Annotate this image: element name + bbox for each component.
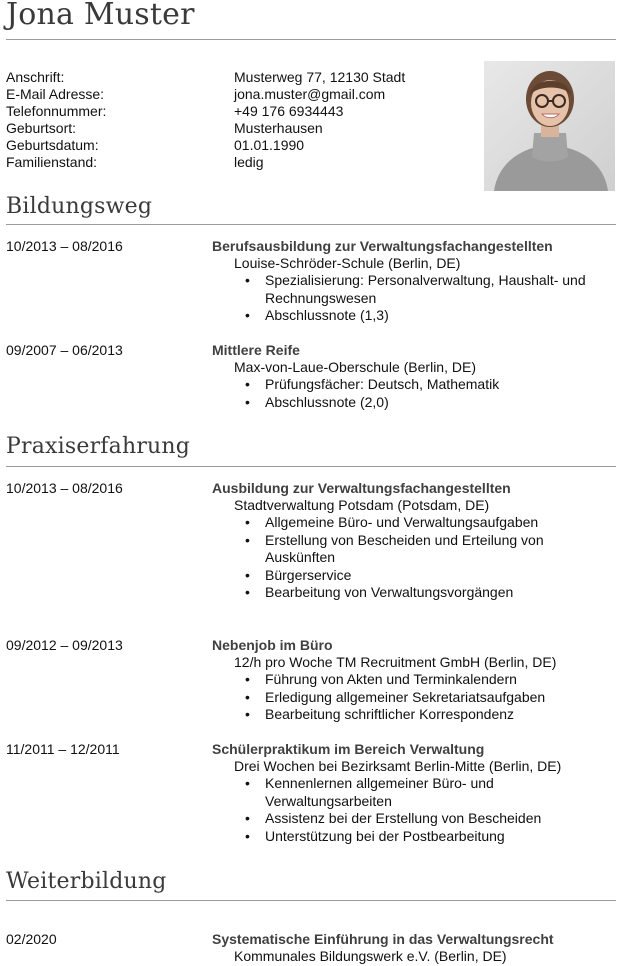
bullet-item: • Spezialisierung: Personalverwaltung, Haushalt- und Rechnungswesen	[265, 272, 615, 307]
entry-bullet-list	[265, 514, 615, 602]
section-divider	[6, 900, 616, 901]
entry-title: Nebenjob im Büro	[212, 637, 333, 653]
section-heading-training: Weiterbildung	[6, 869, 167, 894]
entry-date: 10/2013 – 08/2016	[6, 238, 123, 254]
entry-date: 09/2012 – 09/2013	[6, 637, 123, 653]
bullet-item: • Prüfungsfächer: Deutsch, Mathematik	[265, 376, 615, 394]
entry-date: 02/2020	[6, 931, 57, 947]
info-label: Familienstand:	[6, 154, 98, 170]
info-value: jona.muster@gmail.com	[234, 86, 386, 102]
info-label: E-Mail Adresse:	[6, 86, 105, 102]
entry-title: Berufsausbildung zur Verwaltungsfachangestellten	[212, 238, 553, 254]
entry-date: 10/2013 – 08/2016	[6, 480, 123, 496]
bullet-item: • Führung von Akten und Terminkalendern	[265, 671, 615, 689]
bullet-item: • Abschlussnote (2,0)	[265, 394, 615, 412]
section-divider	[6, 224, 616, 225]
entry-title: Mittlere Reife	[212, 342, 300, 358]
entry-bullet-list	[265, 671, 615, 724]
entry-date: 11/2011 – 12/2011	[6, 741, 120, 757]
profile-photo	[484, 61, 615, 191]
info-label: Telefonnummer:	[6, 103, 107, 119]
info-value: ledig	[234, 154, 264, 170]
section-divider	[6, 466, 616, 467]
info-value: Musterweg 77, 12130 Stadt	[234, 69, 406, 85]
section-heading-experience: Praxiserfahrung	[6, 434, 191, 459]
bullet-item: • Unterstützung bei der Postbearbeitung	[265, 828, 615, 846]
entry-date: 09/2007 – 06/2013	[6, 342, 123, 358]
bullet-item: • Kennenlernen allgemeiner Büro- und Verwaltungsarbeiten	[265, 775, 615, 810]
bullet-item: • Bürgerservice	[265, 567, 615, 585]
info-value: Musterhausen	[234, 120, 323, 136]
entry-place: 12/h pro Woche TM Recruitment GmbH (Berlin, DE)	[234, 654, 557, 670]
info-value: +49 176 6934443	[234, 103, 344, 119]
info-label: Anschrift:	[6, 69, 65, 85]
header-divider	[6, 39, 616, 40]
bullet-item: • Bearbeitung schriftlicher Korrespondenz	[265, 706, 615, 724]
info-label: Geburtsdatum:	[6, 137, 99, 153]
entry-bullet-list	[265, 376, 615, 411]
entry-place: Max-von-Laue-Oberschule (Berlin, DE)	[234, 359, 476, 375]
entry-title: Schülerpraktikum im Bereich Verwaltung	[212, 741, 485, 757]
entry-bullet-list	[265, 775, 615, 845]
cv-name: Jona Muster	[6, 0, 195, 32]
bullet-item: • Erstellung von Bescheiden und Erteilung von Auskünften	[265, 532, 615, 567]
entry-place: Stadtverwaltung Potsdam (Potsdam, DE)	[234, 497, 490, 513]
info-label: Geburtsort:	[6, 120, 77, 136]
bullet-item: • Bearbeitung von Verwaltungsvorgängen	[265, 584, 615, 602]
bullet-item: • Assistenz bei der Erstellung von Bescheiden	[265, 810, 615, 828]
entry-place: Louise-Schröder-Schule (Berlin, DE)	[234, 255, 461, 271]
bullet-item: • Erledigung allgemeiner Sekretariatsaufgaben	[265, 689, 615, 707]
section-heading-education: Bildungsweg	[6, 194, 153, 219]
entry-title: Systematische Einführung in das Verwaltungsrecht	[212, 931, 554, 947]
entry-bullet-list	[265, 272, 615, 325]
entry-place: Kommunales Bildungswerk e.V. (Berlin, DE)	[234, 948, 507, 964]
info-value: 01.01.1990	[234, 137, 305, 153]
bullet-item: • Abschlussnote (1,3)	[265, 307, 615, 325]
bullet-item: • Allgemeine Büro- und Verwaltungsaufgaben	[265, 514, 615, 532]
entry-place: Drei Wochen bei Bezirksamt Berlin-Mitte (Berlin, DE)	[234, 758, 562, 774]
entry-title: Ausbildung zur Verwaltungsfachangestellten	[212, 480, 511, 496]
